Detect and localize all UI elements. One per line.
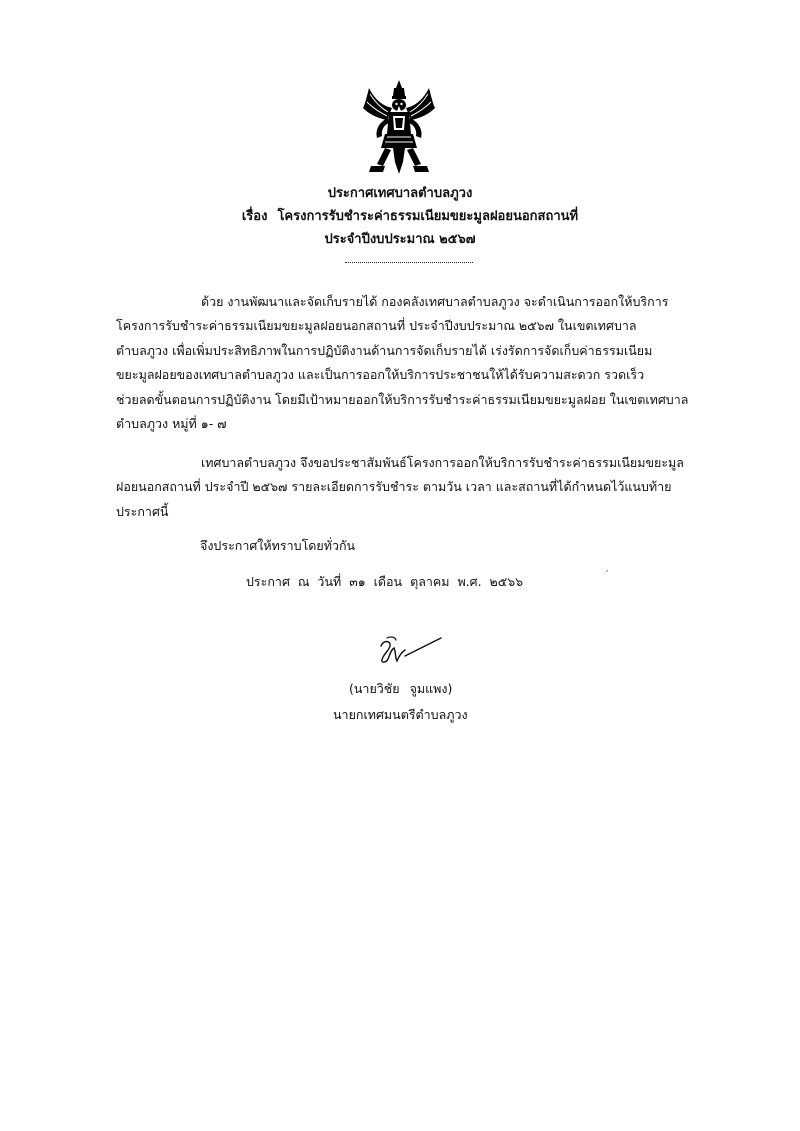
organization-title: ประกาศเทศบาลตำบลภูวง (327, 186, 473, 201)
subject-line (242, 205, 578, 228)
announcement-header (0, 182, 800, 251)
paragraph-line: เทศบาลตำบลภูวง จึงขอประชาสัมพันธ์โครงการออกให้บริการรับชำระค่าธรรมเนียมขยะมูล (201, 455, 684, 470)
paragraph-line: ขยะมูลฝอยของเทศบาลตำบลภูวง และเป็นการออกให้บริการประชาชนให้ได้รับความสะดวก รวดเร็ว (116, 367, 645, 383)
paragraph-line: โครงการรับชำระค่าธรรมเนียมขยะมูลฝอยนอกสถานที่ ประจำปีงบประมาณ ๒๕๖๗ ในเขตเทศบาล (116, 318, 637, 334)
subject-title: โครงการรับชำระค่าธรรมเนียมขยะมูลฝอยนอกสถานที่ (277, 209, 579, 224)
paragraph-line: ช่วยลดขั้นตอนการปฏิบัติงาน โดยมีเป้าหมายออกให้บริการรับชำระค่าธรรมเนียมขยะมูลฝอย ในเขตเทศบาล (116, 391, 689, 407)
handwritten-signature-icon (375, 632, 445, 668)
paragraph-line: ฝอยนอกสถานที่ ประจำปี ๒๕๖๗ รายละเอียดการรับชำระ ตามวัน เวลา และสถานที่ได้กำหนดไว้แนบท้าย (116, 479, 672, 495)
paragraph-line: ตำบลภูวง เพื่อเพิ่มประสิทธิภาพในการปฏิบัติงานด้านการจัดเก็บรายได้ เร่งรัดการจัดเก็บค่าธรรมเนียม (116, 342, 653, 358)
garuda-emblem-icon (355, 78, 443, 178)
signer-name: (นายวิชัย จูมแพง) (349, 681, 453, 696)
scan-mark: ˊ (604, 570, 609, 581)
paragraph-line: ตำบลภูวง หมู่ที่ ๑- ๗ (116, 416, 227, 432)
fiscal-year-title: ประจำปีงบประมาณ ๒๕๖๗ (324, 232, 476, 247)
subject-label: เรื่อง (241, 209, 268, 224)
signer-title: นายกเทศมนตรีตำบลภูวง (333, 707, 468, 722)
closing-statement: จึงประกาศให้ทราบโดยทั่วกัน (200, 538, 356, 553)
paragraph-line: ด้วย งานพัฒนาและจัดเก็บรายได้ กองคลังเทศบาลตำบลภูวง จะดำเนินการออกให้บริการ (201, 294, 669, 309)
header-divider (345, 262, 473, 263)
announcement-date: ประกาศ ณ วันที่ ๓๑ เดือน ตุลาคม พ.ศ. ๒๕๖๖ (246, 574, 524, 589)
body-paragraph-1 (116, 290, 694, 436)
body-paragraph-2 (116, 451, 694, 524)
paragraph-line: ประกาศนี้ (116, 503, 169, 519)
